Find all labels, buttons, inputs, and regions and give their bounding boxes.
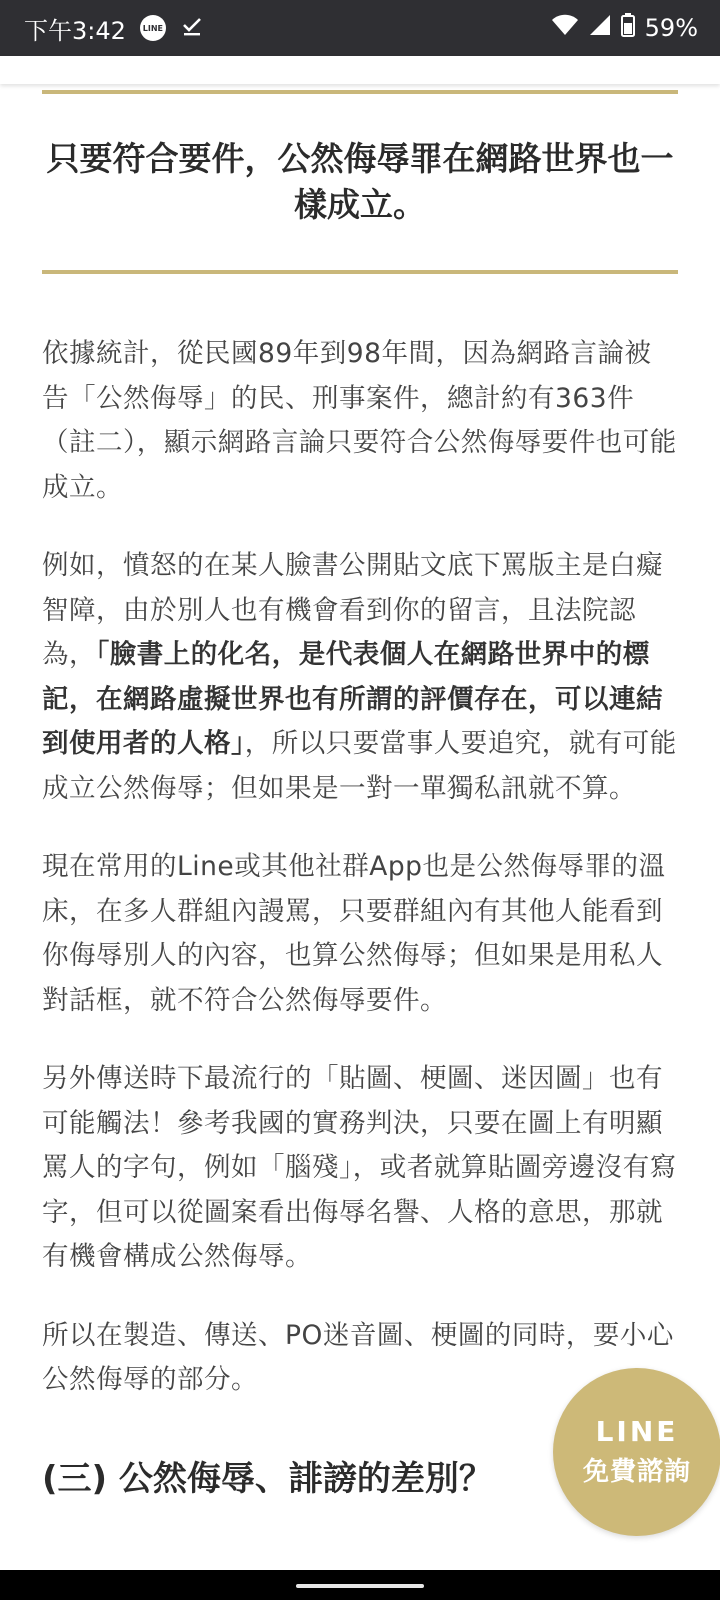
- article-paragraph-4: 另外傳送時下最流行的「貼圖、梗圖、迷因圖」也有可能觸法！參考我國的實務判決，只要在圖上有明顯罵人的字句，例如「腦殘」，或者就算貼圖旁邊沒有寫字，但可以從圖案看出侮辱名譽、人格的意思，那就有機會構成公然侮辱。: [42, 1063, 677, 1272]
- top-header-strip: [0, 56, 720, 84]
- status-left: [24, 11, 204, 46]
- wifi-icon: [551, 13, 579, 43]
- fab-consult-label: 免費諮詢: [582, 1457, 691, 1487]
- system-navigation-bar: [0, 1570, 720, 1600]
- battery-percent: 59%: [644, 14, 698, 42]
- article-callout-heading: 只要符合要件，公然侮辱罪在網路世界也一樣成立。: [42, 90, 678, 274]
- article-paragraph-5: 所以在製造、傳送、PO迷音圖、梗圖的同時，要小心公然侮辱的部分。: [42, 1319, 674, 1395]
- paragraph-2-bold-quote: 「臉書上的化名，是代表個人在網路世界中的標記，在網路虛擬世界也有所謂的評價存在，可以連結到使用者的人格」: [42, 639, 663, 759]
- line-app-icon: [140, 15, 166, 41]
- status-time: 下午3:42: [24, 16, 126, 45]
- download-check-icon: [180, 13, 204, 43]
- article-paragraph-2: [42, 544, 678, 811]
- section-heading: (三) 公然侮辱、誹謗的差別？: [42, 1458, 493, 1499]
- paragraph-2-text-start: 例如，憤怒的在某人臉書公開貼文底下罵版主是白癡智障，由於別人也有機會看到你的留言，且法院認為，: [42, 550, 663, 670]
- line-app-icon-text: LINE: [142, 23, 164, 33]
- battery-icon: [621, 13, 635, 43]
- paragraph-2-text-end: ，所以只要當事人要追究，就有可能成立公然侮辱；但如果是一對一單獨私訊就不算。: [42, 728, 677, 804]
- article-paragraph-3: 現在常用的Line或其他社群App也是公然侮辱罪的溫床，在多人群組內謾罵，只要群組內有其他人能看到你侮辱別人的內容，也算公然侮辱；但如果是用私人對話框，就不符合公然侮辱要件。: [42, 851, 666, 1016]
- article-paragraph-1: 依據統計，從民國89年到98年間，因為網路言論被告「公然侮辱」的民、刑事案件，總計約有363件（註二），顯示網路言論只要符合公然侮辱要件也可能成立。: [42, 338, 677, 503]
- status-bar: [0, 0, 720, 56]
- home-gesture-handle[interactable]: [296, 1584, 424, 1588]
- cell-signal-icon: [589, 14, 611, 42]
- article-content: [0, 84, 720, 1501]
- status-right: [551, 13, 698, 43]
- fab-line-label: LINE: [595, 1415, 679, 1448]
- line-free-consult-button[interactable]: [553, 1368, 720, 1536]
